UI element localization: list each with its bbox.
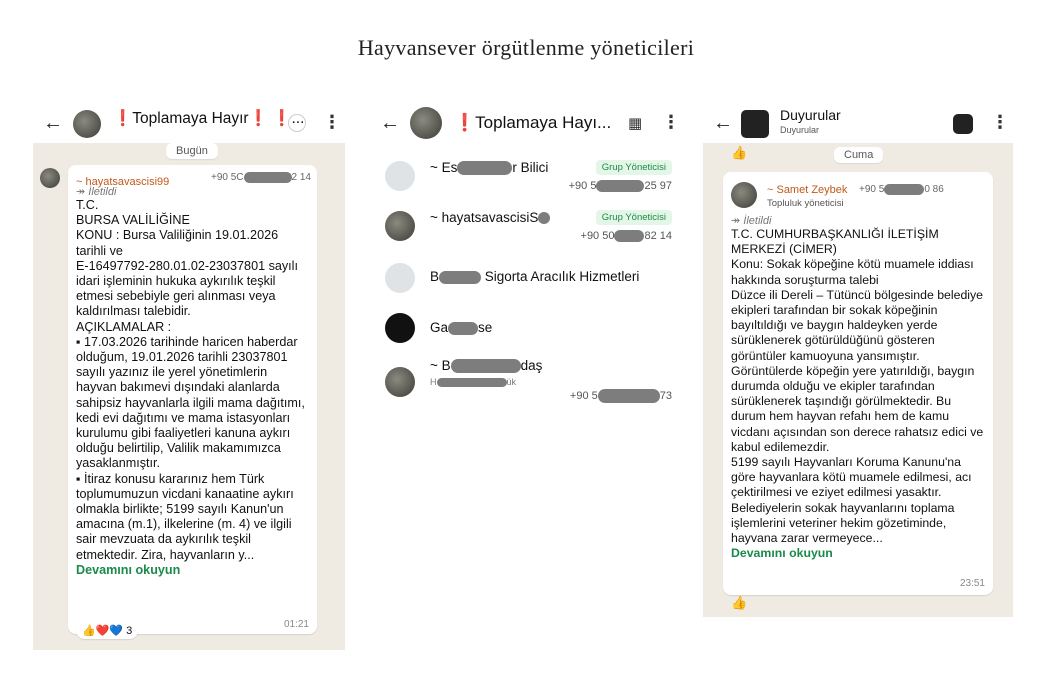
sender-avatar[interactable] [40,168,60,188]
message-reactions[interactable]: 👍❤️💙 3 [76,622,138,639]
member-name: B Sigorta Aracılık Hizmetleri [430,269,640,284]
member-row[interactable] [370,353,682,409]
group-info-header [370,105,682,143]
channel-subtitle: Duyurular [780,125,820,135]
channel-header [703,105,1013,143]
member-name: ~ Es r Bilici [430,160,549,175]
forwarded-label: ↠ İletildi [731,215,772,227]
sender-name[interactable]: ~ hayatsavascisi99 [76,176,170,188]
chat-header [33,105,345,143]
forward-icon: ↠ [731,215,744,227]
read-more-link[interactable]: Devamını okuyun [76,562,181,577]
sender-avatar[interactable] [731,182,757,208]
group-avatar[interactable] [73,110,101,138]
default-avatar-icon [385,263,415,293]
member-row[interactable] [370,153,682,201]
page-title: Hayvansever örgütlenme yöneticileri [357,35,695,60]
message-time: 01:21 [283,619,309,630]
back-arrow-icon[interactable]: ← [713,112,733,134]
sender-phone: +90 5 0 86 [859,184,944,196]
admin-badge: Grup Yöneticisi [596,160,672,175]
message-text: T.C. CUMHURBAŞKANLIĞI İLETİŞİM MERKEZİ (CİMER) Konu: Sokak köpeğine kötü muamele iddiası hakkında soruşturma talebi Düzce ili Dereli – Tütüncü bölgesinde belediye ekipleri tarafından bir sokak köpeğinin bayıltıldığı ve baygın haldeyken yerde sürüklenerek götürüldüğünü gösteren görüntüler kamuoyuna yansımıştır. Görüntülerde köpeğin yere yatırıldığı, baygın durumda olduğu ve ekipler tarafından sürüklenerek taşındığı görülmektedir. Bu durum hem hayvan refahı hem de kamu vicdanı açısından son derece rahatsız edici ve kabul edilemezdir. 5199 sayılı Hayvanları Koruma Kanunu'na göre hayvanlara kötü muamele edilmesi, acı çektirilmesi ve eziyet edilmesi yasaktır. Belediyelerin sokak hayvanlarını toplama işlemlerini veteriner hekim gözetiminde, hayvana zarar vermeyece... [731,227,984,546]
member-phone: +90 50 82 14 [580,230,672,242]
thumbs-up-reaction[interactable]: 👍 [731,145,748,160]
channel-title[interactable]: Duyurular [780,107,841,123]
member-avatar [385,313,415,343]
member-about: H ük [430,377,517,387]
sender-role: Topluluk yöneticisi [767,198,844,209]
member-phone: +90 5 73 [569,389,672,402]
more-options-icon[interactable]: ⋮ [662,112,680,132]
message-bubble[interactable] [723,172,993,595]
member-name: ~ B daş [430,358,543,373]
member-name: Ga se [430,320,493,335]
admin-badge: Grup Yöneticisi [596,210,672,225]
chat-title[interactable]: ❗Toplamaya Hayır❗ ❗... [113,110,305,127]
sender-phone: +90 5C 2 14 [211,172,311,184]
forwarded-label: ↠ İletildi [76,186,117,198]
qr-code-icon[interactable]: ▦ [628,115,643,132]
right-chat-panel [703,105,1013,617]
member-phone: +90 5 25 97 [568,180,672,192]
back-arrow-icon[interactable]: ← [380,112,400,134]
member-row[interactable] [370,305,682,353]
channel-logo[interactable] [741,110,769,138]
message-time: 23:51 [959,578,985,589]
message-bubble[interactable] [68,165,317,634]
day-divider: Cuma [834,147,883,163]
forward-icon: ↠ [76,186,89,198]
message-text: T.C. BURSA VALİLİĞİNE KONU : Bursa Valiliğinin 19.01.2026 tarihli ve E-16497792-280.01.02-23037801 sayılı idari işleminin hukuka aykırılık teşkil etmesi sebebiyle geri alınması veya kaldırılması talebidir. AÇIKLAMALAR : ▪ 17.03.2026 tarihinde haricen haberdar olduğum, 19.01.2026 tarihli 23037801 sayılı yazınız ile yerel yönetimlerin hayvan bakımevi dışındaki alanlarda sahipsiz hayvanlarla ilgili mama dağıtımı, kedi evi dağıtımı ve mama istasyonları kurulumu gibi faaliyetleri kanuna aykırı olduğu belirtilip, Valilik makamımızca yasaklanmıştır. ▪ İtiraz konusu kararınız hem Türk toplumumuzun vicdani kanaatine aykırı olmakla birlikte; 5199 sayılı Kanun'un amacına (m.1), ilkelerine (m. 4) ve ilgili sair mevzuata da aykırılık teşkil etmektedir. Zira, hayvanların y... [76,198,305,562]
community-icon[interactable] [953,114,973,134]
back-arrow-icon[interactable]: ← [43,112,63,134]
member-avatar [385,367,415,397]
day-divider: Bugün [166,143,218,159]
sender-name[interactable]: ~ Samet Zeybek [767,184,848,196]
member-row[interactable] [370,203,682,251]
group-info-panel [370,105,682,410]
default-avatar-icon [385,161,415,191]
member-name: ~ hayatsavascisiS [430,210,550,225]
thumbs-up-reaction[interactable]: 👍 [731,595,748,610]
more-options-icon[interactable]: ⋮ [991,112,1009,132]
group-title[interactable]: ❗Toplamaya Hayı... [454,113,612,132]
read-more-link[interactable]: Devamını okuyun [731,546,833,561]
add-call-icon[interactable] [288,114,306,132]
member-row[interactable] [370,255,682,303]
member-avatar [385,211,415,241]
left-chat-panel [33,105,345,650]
group-avatar[interactable] [410,107,442,139]
more-options-icon[interactable]: ⋮ [323,112,341,132]
